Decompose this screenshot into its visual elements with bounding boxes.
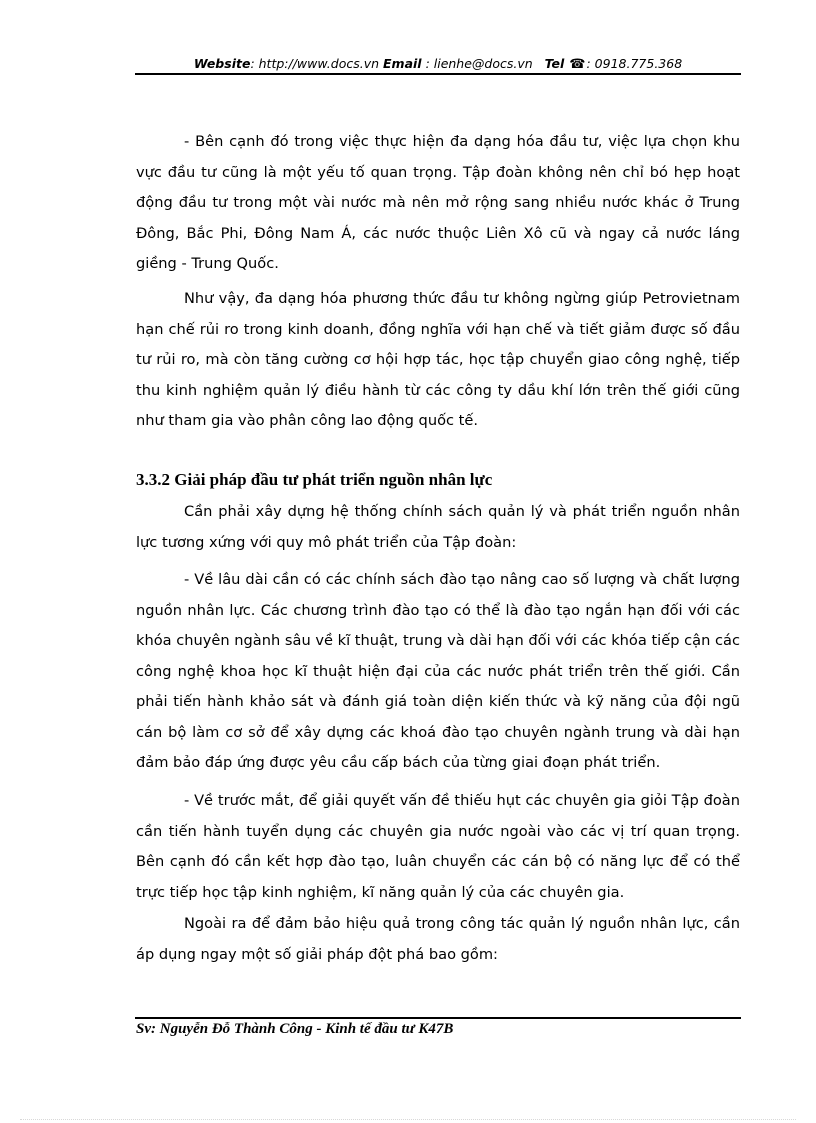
- paragraph-text: Ngoài ra để đảm bảo hiệu quả trong công tác quản lý nguồn nhân lực, cần áp dụng ngay một số giải pháp đột phá bao gồm:: [136, 915, 740, 963]
- page-header: [135, 56, 741, 72]
- paragraph-text: Cần phải xây dựng hệ thống chính sách quản lý và phát triển nguồn nhân lực tương xứng với quy mô phát triển của Tập đoàn:: [136, 503, 740, 551]
- tel-value: : 0918.775.368: [586, 56, 683, 71]
- paragraph-investment-region: [136, 127, 740, 280]
- paragraph-short-term: [136, 786, 740, 908]
- section-heading: 3.3.2 Giải pháp đầu tư phát triển nguồn nhân lực: [136, 470, 493, 489]
- paragraph-text: - Về lâu dài cần có các chính sách đào tạo nâng cao số lượng và chất lượng nguồn nhân lực. Các chương trình đào tạo có thể là đào tạo ngắn hạn đối với các khóa chuyên ngành sâu về kĩ thuật, trung và dài hạn đối với các khóa tiếp cận các công nghệ khoa học kĩ thuật hiện đại của các nước phát triển trên thế giới. Cần phải tiến hành khảo sát và đánh giá toàn diện kiến thức và kỹ năng của đội ngũ cán bộ làm cơ sở để xây dựng các khoá đào tạo chuyên ngành trung và dài hạn đảm bảo đáp ứng được yêu cầu cấp bách của từng giai đoạn phát triển.: [136, 571, 740, 771]
- paragraph-text: Như vậy, đa dạng hóa phương thức đầu tư không ngừng giúp Petrovietnam hạn chế rủi ro trong kinh doanh, đồng nghĩa với hạn chế và tiết giảm được số đầu tư rủi ro, mà còn tăng cường cơ hội hợp tác, học tập chuyển giao công nghệ, tiếp thu kinh nghiệm quản lý điều hành từ các công ty dầu khí lớn trên thế giới cũng như tham gia vào phân công lao động quốc tế.: [136, 290, 740, 429]
- page-bottom-edge: [20, 1119, 796, 1120]
- page-footer: Sv: Nguyễn Đỗ Thành Công - Kinh tế đầu tư K47B: [136, 1021, 454, 1037]
- paragraph-hr-policy: [136, 497, 740, 558]
- header-divider: [135, 73, 741, 75]
- website-value: : http://www.docs.vn: [250, 56, 380, 71]
- paragraph-text: - Về trước mắt, để giải quyết vấn đề thiếu hụt các chuyên gia giỏi Tập đoàn cần tiến hành tuyển dụng các chuyên gia nước ngoài vào các vị trí quan trọng. Bên cạnh đó cần kết hợp đào tạo, luân chuyển các cán bộ có năng lực để có thể trực tiếp học tập kinh nghiệm, kĩ năng quản lý của các chuyên gia.: [136, 792, 740, 901]
- phone-icon: ☎: [569, 57, 586, 72]
- email-value: : lienhe@docs.vn: [421, 56, 533, 71]
- paragraph-diversification: [136, 284, 740, 437]
- paragraph-text: - Bên cạnh đó trong việc thực hiện đa dạng hóa đầu tư, việc lựa chọn khu vực đầu tư cũng là một yếu tố quan trọng. Tập đoàn không nên chỉ bó hẹp hoạt động đầu tư trong một vài nước mà nên mở rộng sang nhiều nước khác ở Trung Đông, Bắc Phi, Đông Nam Á, các nước thuộc Liên Xô cũ và ngay cả nước láng giềng - Trung Quốc.: [136, 133, 740, 272]
- website-label: Website: [193, 56, 251, 71]
- footer-divider: [135, 1017, 741, 1019]
- paragraph-long-term: [136, 565, 740, 779]
- email-label: Email: [383, 56, 422, 71]
- paragraph-breakthrough: [136, 909, 740, 970]
- tel-label: Tel: [544, 56, 565, 71]
